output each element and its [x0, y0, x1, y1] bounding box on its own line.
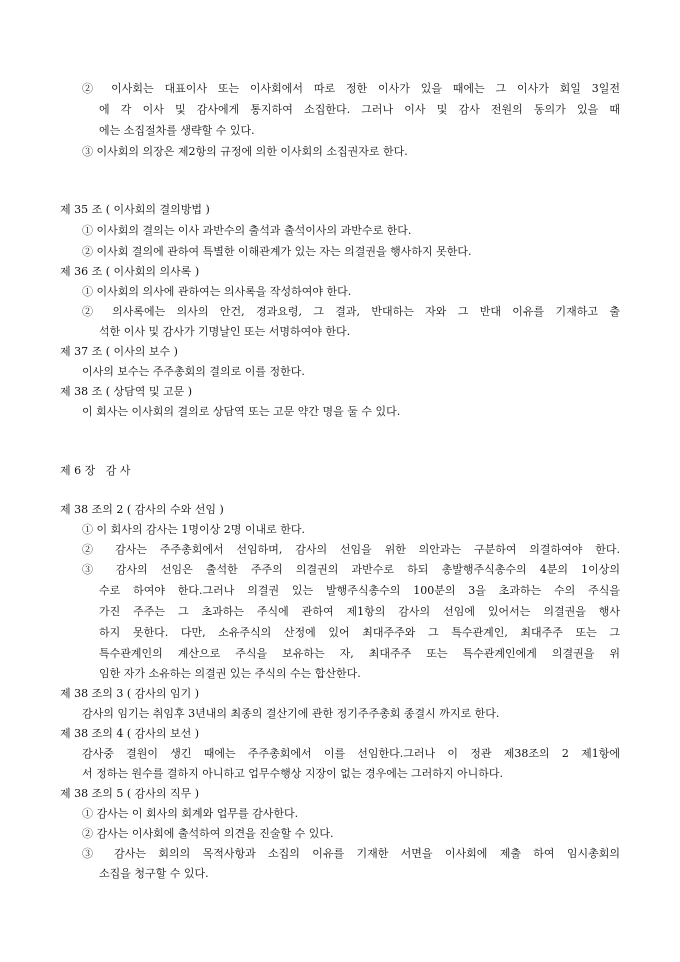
- article-38-2-clause-3-line-5: 특수관계인의 계산으로 주식을 보유하는 자, 최대주주 또는 특수관계인에게 의결권을 위: [99, 647, 620, 660]
- chapter-6-heading: 제 6 장 감 사: [60, 464, 131, 477]
- article-38-2-clause-3-line-3: 가진 주주는 그 초과하는 주식에 관하여 제1항의 감사의 선임에 있어서는 의결권을 행사: [99, 605, 620, 618]
- article-34-clause-2-line-3: 에는 소집절차를 생략할 수 있다.: [99, 124, 255, 137]
- article-36-clause-2-line-1: ② 의사록에는 의사의 안건, 경과요령, 그 결과, 반대하는 자와 그 반대 이유를 기재하고 출: [82, 305, 620, 318]
- article-37-body: 이사의 보수는 주주총회의 결의로 이를 정한다.: [82, 365, 305, 378]
- article-38-5-heading: 제 38 조의 5 ( 감사의 직무 ): [60, 787, 200, 800]
- article-38-2-clause-3-line-1: ③ 감사의 선임은 출석한 주주의 의결권의 과반수로 하되 총발행주식총수의 4분의 1이상의: [82, 563, 620, 576]
- article-34-clause-2-line-2: 에 각 이사 및 감사에게 통지하여 소집한다. 그러나 이사 및 감사 전원의 동의가 있을 때: [99, 103, 620, 116]
- article-38-4-body-line-2: 서 정하는 원수를 결하지 아니하고 업무수행상 지장이 없는 경우에는 그러하지 아니하다.: [82, 767, 503, 780]
- article-38-2-clause-1: ① 이 회사의 감사는 1명이상 2명 이내로 한다.: [82, 523, 305, 536]
- article-38-3-body: 감사의 임기는 취임후 3년내의 최종의 결산기에 관한 정기주주총회 종결시 까지로 한다.: [82, 707, 500, 720]
- article-38-5-clause-3-line-1: ③ 감사는 회의의 목적사항과 소집의 이유를 기재한 서면을 이사회에 제출 하여 임시총회의: [82, 847, 620, 860]
- article-37-heading: 제 37 조 ( 이사의 보수 ): [60, 345, 178, 358]
- article-38-body: 이 회사는 이사회의 결의로 상담역 또는 고문 약간 명을 둘 수 있다.: [82, 405, 401, 418]
- article-38-2-clause-2: ② 감사는 주주총회에서 선임하며, 감사의 선임을 위한 의안과는 구분하여 의결하여야 한다.: [82, 543, 620, 556]
- article-38-5-clause-2: ② 감사는 이사회에 출석하여 의견을 진술할 수 있다.: [82, 827, 334, 840]
- article-35-heading: 제 35 조 ( 이사회의 결의방법 ): [60, 203, 210, 216]
- article-38-2-clause-3-line-2: 수로 하여야 한다.그러나 의결권 있는 발행주식총수의 100분의 3을 초과하는 수의 주식을: [99, 584, 620, 597]
- article-34-clause-3: ③ 이사회의 의장은 제2항의 규정에 의한 이사회의 소집권자로 한다.: [82, 145, 408, 158]
- article-38-heading: 제 38 조 ( 상담역 및 고문 ): [60, 385, 193, 398]
- article-38-4-heading: 제 38 조의 4 ( 감사의 보선 ): [60, 727, 200, 740]
- article-38-5-clause-1: ① 감사는 이 회사의 회계와 업무를 감사한다.: [82, 807, 299, 820]
- article-38-3-heading: 제 38 조의 3 ( 감사의 임기 ): [60, 687, 200, 700]
- article-35-clause-2: ② 이사회 결의에 관하여 특별한 이해관계가 있는 자는 의결권을 행사하지 못한다.: [82, 245, 472, 258]
- article-38-2-clause-3-line-6: 임한 자가 소유하는 의결권 있는 주식의 수는 합산한다.: [99, 667, 361, 680]
- article-38-5-clause-3-line-2: 소집을 청구할 수 있다.: [99, 867, 209, 880]
- article-34-clause-2-line-1: ② 이사회는 대표이사 또는 이사회에서 따로 정한 이사가 있을 때에는 그 이사가 회일 3일전: [82, 82, 620, 95]
- article-36-heading: 제 36 조 ( 이사회의 의사록 ): [60, 265, 200, 278]
- article-38-4-body-line-1: 감사중 결원이 생긴 때에는 주주총회에서 이를 선임한다.그러나 이 정관 제38조의 2 제1항에: [82, 747, 620, 760]
- article-38-2-heading: 제 38 조의 2 ( 감사의 수와 선임 ): [60, 503, 224, 516]
- article-36-clause-1: ① 이사회의 의사에 관하여는 의사록을 작성하여야 한다.: [82, 285, 352, 298]
- article-36-clause-2-line-2: 석한 이사 및 감사가 기명날인 또는 서명하여야 한다.: [99, 325, 351, 338]
- article-35-clause-1: ① 이사회의 결의는 이사 과반수의 출석과 출석이사의 과반수로 한다.: [82, 224, 412, 237]
- article-38-2-clause-3-line-4: 하지 못한다. 다만, 소유주식의 산정에 있어 최대주주와 그 특수관계인, 최대주주 또는 그: [99, 626, 620, 639]
